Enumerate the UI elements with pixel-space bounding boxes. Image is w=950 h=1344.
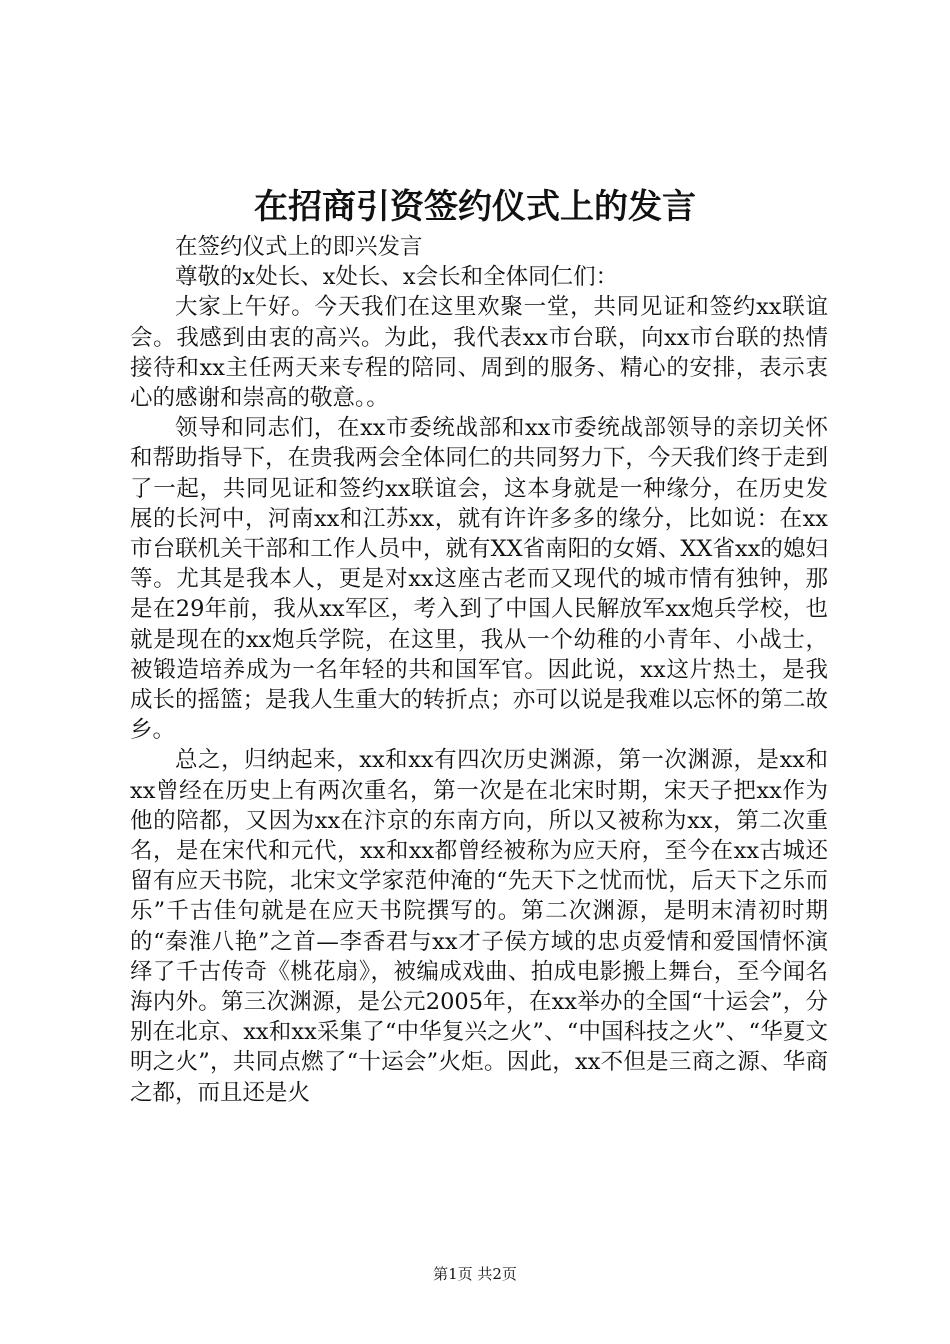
page-indicator: 第1页 共2页 xyxy=(433,1265,517,1283)
body-paragraph: 总之，归纳起来，xx和xx有四次历史渊源，第一次渊源，是xx和xx曾经在历史上有两次重名，第一次是在北宋时期，宋天子把xx作为他的陪都，又因为xx在汴京的东南方向，所以又被称为xx，第二次重名，是在宋代和元代，xx和xx都曾经被称为应天府，至今在xx古城还留有应天书院，北宋文学家范仲淹的“先天下之忧而忧，后天下之乐而乐”千古佳句就是在应天书院撰写的。第二次渊源，是明末清初时期的“秦淮八艳”之首—李香君与xx才子侯方域的忠贞爱情和爱国情怀演绎了千古传奇《桃花扇》，被编成戏曲、拍成电影搬上舞台，至今闻名海内外。第三次渊源，是公元2005年，在xx举办的全国“十运会”，分别在北京、xx和xx采集了“中华复兴之火”、“中国科技之火”、“华夏文明之火”，共同点燃了“十运会”火炬。因此，xx不但是三商之源、华商之都，而且还是火 xyxy=(130,747,828,1106)
salutation: 尊敬的x处长、x处长、x会长和全体同仁们： xyxy=(175,264,619,291)
document-title: 在招商引资签约仪式上的发言 xyxy=(254,187,696,227)
page-footer xyxy=(0,1264,950,1284)
body-paragraph: 大家上午好。今天我们在这里欢聚一堂，共同见证和签约xx联谊会。我感到由衷的高兴。为此，我代表xx市台联，向xx市台联的热情接待和xx主任两天来专程的陪同、周到的服务、精心的安排，表示衷心的感谢和崇高的敬意。。 xyxy=(130,294,828,412)
body-paragraph: 领导和同志们，在xx市委统战部和xx市委统战部领导的亲切关怀和帮助指导下，在贵我两会全体同仁的共同努力下，今天我们终于走到了一起，共同见证和签约xx联谊会，这本身就是一种缘分，在历史发展的长河中，河南xx和江苏xx，就有许许多多的缘分，比如说：在xx市台联机关干部和工作人员中，就有XX省南阳的女婿、XX省xx的媳妇等。尤其是我本人，更是对xx这座古老而又现代的城市情有独钟，那是在29年前，我从xx军区，考入到了中国人民解放军xx炮兵学校，也就是现在的xx炮兵学院，在这里，我从一个幼稚的小青年、小战士，被锻造培养成为一名年轻的共和国军官。因此说，xx这片热土，是我成长的摇篮；是我人生重大的转折点；亦可以说是我难以忘怀的第二故乡。 xyxy=(130,415,828,744)
document-body xyxy=(130,232,828,1108)
document-subtitle: 在签约仪式上的即兴发言 xyxy=(175,234,423,260)
